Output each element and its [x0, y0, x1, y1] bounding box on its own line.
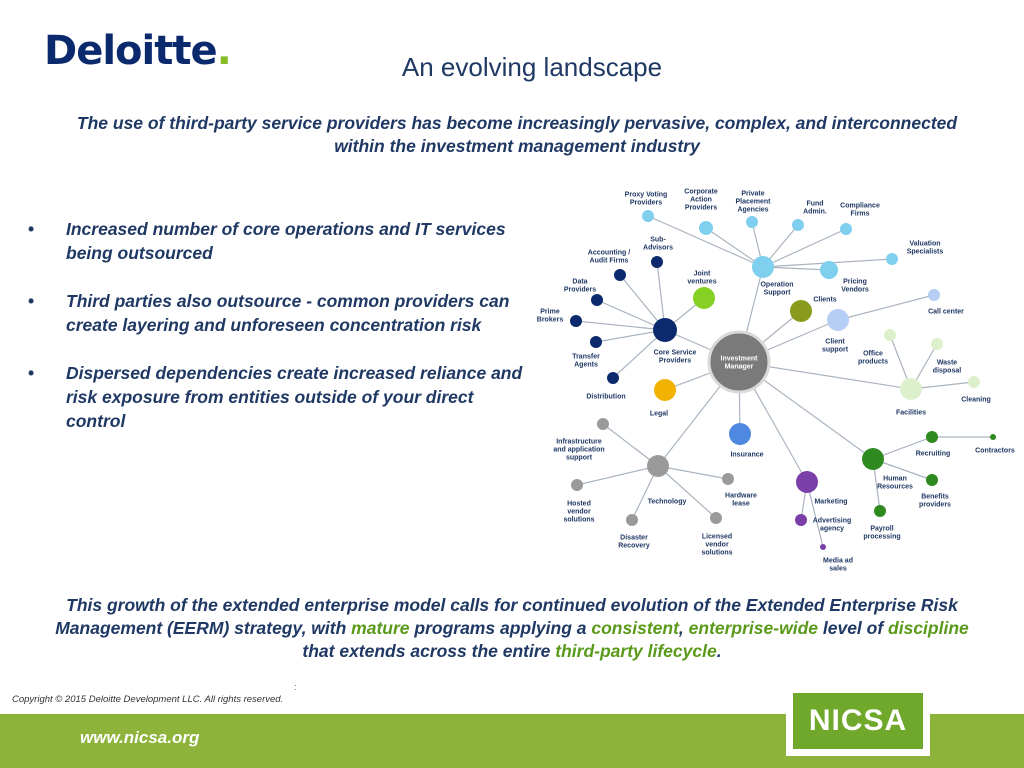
label-coresvc: Core Service Providers: [653, 349, 697, 365]
footer-url-link[interactable]: www.nicsa.org: [80, 728, 200, 747]
node-legal: [654, 379, 676, 401]
label-prime: Prime Brokers: [536, 308, 564, 324]
statement-highlight: third-party lifecycle: [555, 641, 717, 661]
bullet-text: Dispersed dependencies create increased reliance and risk exposure from entities outside of your direct control: [66, 363, 523, 431]
node-insurance: [729, 423, 751, 445]
bottom-statement: [50, 594, 974, 663]
node-fund: [792, 219, 804, 231]
node-advertising: [795, 514, 807, 526]
nicsa-logo: NICSA: [793, 693, 923, 749]
node-infra: [597, 418, 609, 430]
node-proxy: [642, 210, 654, 222]
label-valuation: Valuation Specialists: [906, 240, 944, 256]
logo-dot: .: [216, 28, 231, 74]
bullet-text: Increased number of core operations and IT services being outsourced: [66, 219, 506, 263]
copyright-notice: Copyright © 2015 Deloitte Development LLC. All rights reserved.: [12, 694, 284, 705]
statement-highlight: consistent: [591, 618, 679, 638]
node-clients: [790, 300, 812, 322]
node-joint: [693, 287, 715, 309]
label-joint: Joint ventures: [687, 270, 717, 286]
label-waste: Waste disposal: [932, 359, 962, 375]
label-clientsupport: Client support: [821, 338, 849, 354]
node-distribution: [607, 372, 619, 384]
label-data: Data Providers: [563, 278, 597, 294]
edge-opsupport-compliance: [763, 229, 846, 267]
label-technology: Technology: [647, 498, 687, 506]
label-disaster: Disaster Recovery: [618, 534, 650, 550]
statement-text: .: [716, 641, 722, 661]
node-prime: [570, 315, 582, 327]
bullet-item: [28, 361, 533, 433]
node-media: [820, 544, 826, 550]
label-accounting: Accounting / Audit Firms: [587, 249, 631, 265]
label-subadvisors: Sub-Advisors: [643, 236, 673, 252]
node-disaster: [626, 514, 638, 526]
label-infra: Infrastructure and application support: [553, 438, 605, 462]
edge-technology-licensed: [658, 466, 716, 518]
label-contractors: Contractors: [975, 447, 1015, 455]
node-accounting: [614, 269, 626, 281]
stray-colon: :: [294, 682, 297, 692]
statement-text: programs applying a: [409, 618, 592, 638]
node-callcenter: [928, 289, 940, 301]
label-hosted: Hosted vendor solutions: [563, 500, 595, 524]
bullet-text: Third parties also outsource - common providers can create layering and unforeseen concentration risk: [66, 291, 510, 335]
label-cleaning: Cleaning: [961, 396, 991, 404]
label-recruiting: Recruiting: [915, 450, 951, 458]
edge-technology-hosted: [577, 466, 658, 485]
network-diagram: [530, 180, 1024, 580]
label-transfer: Transfer Agents: [572, 353, 600, 369]
node-subadvisors: [651, 256, 663, 268]
node-compliance: [840, 223, 852, 235]
node-data: [591, 294, 603, 306]
label-benefits: Benefits providers: [919, 493, 951, 509]
node-opsupport: [752, 256, 774, 278]
statement-highlight: enterprise-wide: [688, 618, 818, 638]
label-advertising: Advertising agency: [812, 517, 852, 533]
node-marketing: [796, 471, 818, 493]
statement-highlight: mature: [351, 618, 410, 638]
label-insurance: Insurance: [730, 451, 764, 459]
bullet-marker: •: [28, 291, 35, 311]
label-callcenter: Call center: [928, 308, 964, 316]
label-opsupport: Operation Support: [760, 281, 794, 297]
logo-text: Deloitte: [44, 28, 217, 74]
statement-text: level of: [818, 618, 889, 638]
label-distribution: Distribution: [586, 393, 626, 401]
node-licensed: [710, 512, 722, 524]
label-office: Office products: [858, 350, 888, 366]
label-fund: Fund Admin.: [803, 200, 827, 216]
node-facilities: [900, 378, 922, 400]
node-clientsupport: [827, 309, 849, 331]
label-clients: Clients: [813, 296, 837, 304]
page-subtitle: The use of third-party service providers has become increasingly pervasive, complex, and interconnected within the investment management industry: [76, 113, 958, 156]
node-benefits: [926, 474, 938, 486]
label-media: Media ad sales: [823, 557, 853, 573]
node-hr: [862, 448, 884, 470]
label-licensed: Licensed vendor solutions: [701, 533, 733, 557]
node-pricing: [820, 261, 838, 279]
node-hardware: [722, 473, 734, 485]
node-recruiting: [926, 431, 938, 443]
node-corporate: [699, 221, 713, 235]
node-technology: [647, 455, 669, 477]
node-payroll: [874, 505, 886, 517]
statement-highlight: discipline: [888, 618, 969, 638]
node-private: [746, 216, 758, 228]
label-corporate: Corporate Action Providers: [684, 188, 718, 212]
node-cleaning: [968, 376, 980, 388]
bullet-list: [28, 217, 533, 457]
statement-text: This growth of the extended enterprise model calls for continued evolution of the Extended Enterprise Risk Management (EERM) strategy, with: [55, 595, 958, 638]
bullet-marker: •: [28, 363, 35, 383]
node-office: [884, 329, 896, 341]
label-compliance: Compliance Firms: [840, 202, 880, 218]
statement-text: ,: [678, 618, 689, 638]
node-hosted: [571, 479, 583, 491]
bullet-marker: •: [28, 219, 35, 239]
node-transfer: [590, 336, 602, 348]
label-center: Investment Manager: [720, 355, 758, 371]
label-legal: Legal: [649, 410, 669, 418]
label-facilities: Facilities: [896, 409, 926, 417]
bullet-item: [28, 217, 533, 265]
label-proxy: Proxy Voting Providers: [624, 191, 668, 207]
node-contractors: [990, 434, 996, 440]
node-waste: [931, 338, 943, 350]
node-coresvc: [653, 318, 677, 342]
page-title: An evolving landscape: [401, 52, 663, 82]
bullet-item: [28, 289, 533, 337]
edge-coresvc-prime: [576, 321, 665, 330]
label-private: Private Placement Agencies: [735, 190, 771, 214]
edge-clientsupport-callcenter: [838, 295, 934, 320]
statement-text: that extends across the entire: [302, 641, 556, 661]
label-payroll: Payroll processing: [863, 525, 901, 541]
label-pricing: Pricing Vendors: [841, 278, 869, 294]
node-valuation: [886, 253, 898, 265]
label-hr: Human Resources: [877, 475, 913, 491]
label-marketing: Marketing: [814, 498, 848, 506]
label-hardware: Hardware lease: [725, 492, 757, 508]
